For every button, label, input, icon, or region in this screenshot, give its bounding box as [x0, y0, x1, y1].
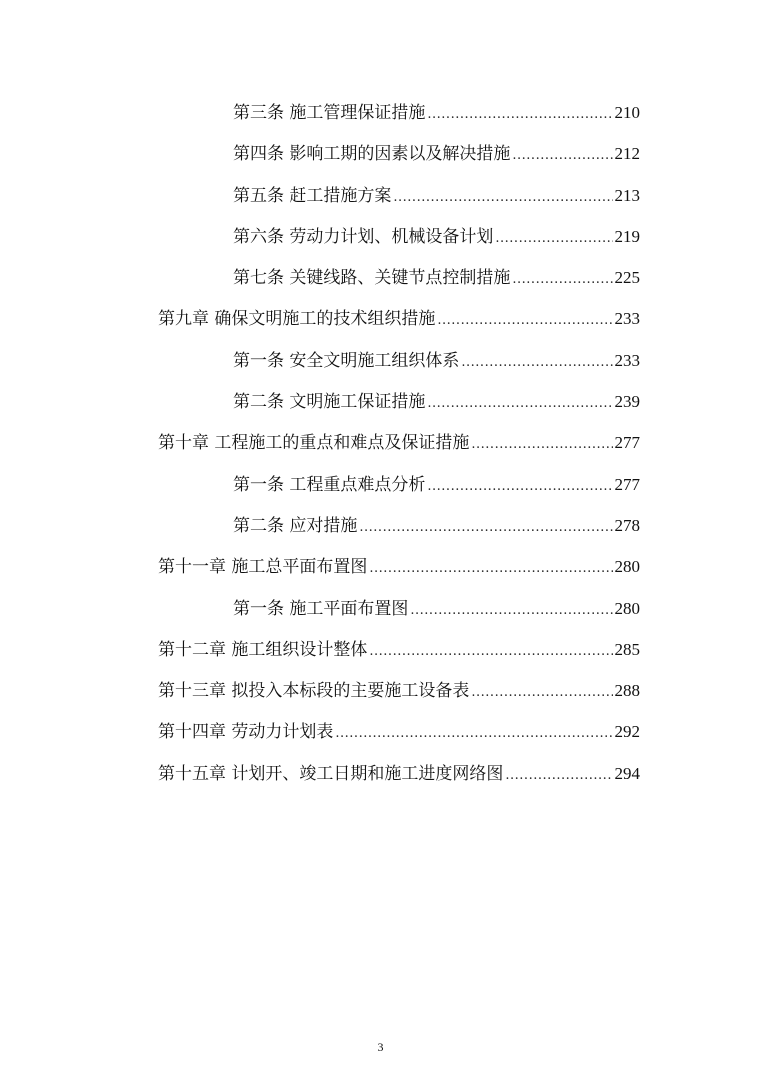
- toc-entry[interactable]: [0, 670, 640, 711]
- toc-dot-leader: [369, 631, 612, 672]
- toc-entry[interactable]: [0, 464, 640, 505]
- toc-entry-page: 239: [614, 392, 640, 412]
- toc-entry[interactable]: [0, 216, 640, 257]
- toc-dot-leader: [471, 672, 612, 713]
- toc-entry-page: 233: [614, 350, 640, 370]
- toc-entry-page: 233: [614, 309, 640, 329]
- toc-entry[interactable]: [0, 175, 640, 216]
- toc-dot-leader: [471, 424, 612, 465]
- toc-entry[interactable]: [0, 629, 640, 670]
- toc-entry[interactable]: [0, 298, 640, 339]
- toc-entry-title: 第一条 安全文明施工组织体系: [233, 350, 460, 371]
- toc-entry[interactable]: [0, 588, 640, 629]
- toc-dot-leader: [427, 94, 612, 135]
- toc-dot-leader: [461, 342, 612, 383]
- toc-dot-leader: [393, 177, 612, 218]
- toc-dot-leader: [359, 507, 612, 548]
- toc-entry-page: 225: [614, 268, 640, 288]
- toc-entry-title: 第十四章 劳动力计划表: [158, 722, 334, 743]
- toc-dot-leader: [505, 755, 612, 796]
- toc-entry-title: 第七条 关键线路、关键节点控制措施: [233, 268, 511, 289]
- toc-entry[interactable]: [0, 505, 640, 546]
- toc-entry-title: 第十章 工程施工的重点和难点及保证措施: [158, 433, 470, 454]
- toc-dot-leader: [369, 548, 612, 589]
- toc-entry-page: 280: [614, 557, 640, 577]
- toc-entry-page: 288: [614, 681, 640, 701]
- toc-entry[interactable]: [0, 711, 640, 752]
- toc-entry-title: 第五条 赶工措施方案: [233, 185, 392, 206]
- toc-dot-leader: [437, 300, 612, 341]
- page-number: 3: [377, 1040, 384, 1054]
- toc-entry-page: 280: [614, 598, 640, 618]
- toc-dot-leader: [410, 590, 612, 631]
- toc-entry[interactable]: [0, 257, 640, 298]
- toc-entry-title: 第三条 施工管理保证措施: [233, 103, 426, 123]
- toc-entry[interactable]: [0, 381, 640, 422]
- toc-entry-page: 213: [614, 185, 640, 205]
- toc-entry-page: 277: [614, 474, 640, 494]
- toc-dot-leader: [335, 713, 612, 754]
- toc-entry-title: 第十五章 计划开、竣工日期和施工进度网络图: [158, 763, 504, 784]
- toc-entry[interactable]: [0, 92, 640, 133]
- toc-entry-title: 第二条 文明施工保证措施: [233, 392, 426, 413]
- toc-entry-page: 210: [614, 103, 640, 122]
- toc-entry-page: 285: [614, 639, 640, 659]
- toc-entry-title: 第十三章 拟投入本标段的主要施工设备表: [158, 681, 470, 702]
- toc-entry-title: 第十二章 施工组织设计整体: [158, 639, 368, 660]
- toc-entry[interactable]: [0, 133, 640, 174]
- toc-dot-leader: [427, 383, 612, 424]
- toc-entry[interactable]: [0, 546, 640, 587]
- toc-entry-title: 第一条 施工平面布置图: [233, 598, 409, 619]
- toc-dot-leader: [495, 218, 612, 259]
- table-of-contents: [0, 92, 761, 794]
- toc-entry[interactable]: [0, 422, 640, 463]
- toc-entry[interactable]: [0, 340, 640, 381]
- toc-dot-leader: [512, 259, 612, 300]
- toc-entry-title: 第四条 影响工期的因素以及解决措施: [233, 144, 511, 165]
- toc-entry-page: 292: [614, 722, 640, 742]
- toc-entry-title: 第一条 工程重点难点分析: [233, 474, 426, 495]
- toc-dot-leader: [512, 135, 612, 176]
- toc-entry-page: 219: [614, 226, 640, 246]
- toc-entry-page: 212: [614, 144, 640, 164]
- toc-dot-leader: [427, 466, 612, 507]
- toc-entry-page: 278: [614, 515, 640, 535]
- toc-entry-title: 第六条 劳动力计划、机械设备计划: [233, 226, 494, 247]
- toc-entry[interactable]: [0, 753, 640, 794]
- toc-entry-title: 第二条 应对措施: [233, 515, 358, 536]
- toc-entry-title: 第十一章 施工总平面布置图: [158, 557, 368, 578]
- toc-entry-page: 294: [614, 763, 640, 783]
- toc-entry-page: 277: [614, 433, 640, 453]
- toc-entry-title: 第九章 确保文明施工的技术组织措施: [158, 309, 436, 330]
